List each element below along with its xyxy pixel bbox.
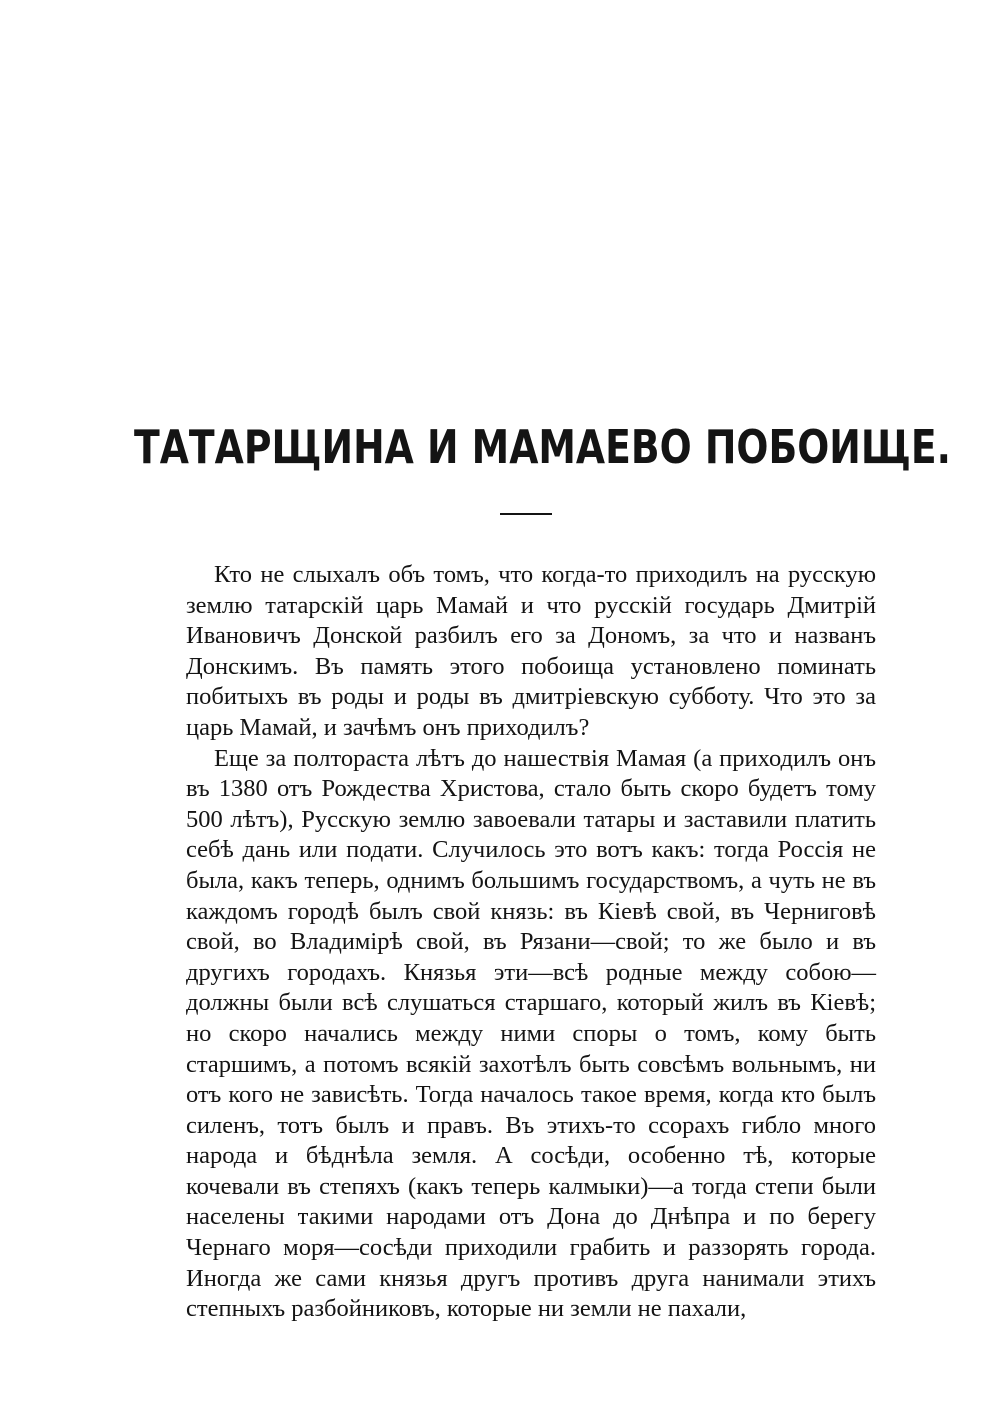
paragraph-1: Кто не слыхалъ объ томъ, что когда-то приходилъ на русскую землю татарскій царь Мамай и что русскій государь Дмитрій Ивановичъ Донской разбилъ его за Дономъ, за что и названъ Донскимъ. Въ память этого побоища установлено поминать побитыхъ въ роды и роды въ дмитріевскую субботу. Что это за царь Мамай, и зачѣмъ онъ приходилъ? xyxy=(186,561,876,741)
title-divider xyxy=(500,513,552,515)
paragraph-2: Еще за полтораста лѣтъ до нашествія Мамая (а приходилъ онъ въ 1380 отъ Рождества Христова, стало быть скоро будетъ тому 500 лѣтъ), Русскую землю завоевали татары и заставили платить себѣ дань или подати. Случилось это вотъ какъ: тогда Россія не была, какъ теперь, однимъ большимъ государствомъ, а чуть не въ каждомъ городѣ былъ свой князь: въ Кіевѣ свой, въ Черниговѣ свой, во Владимірѣ свой, въ Рязани—свой; то же было и въ другихъ городахъ. Князья эти—всѣ родные между собою—должны были всѣ слушаться старшаго, который жилъ въ Кіевѣ; но скоро начались между ними споры о томъ, кому быть старшимъ, а потомъ всякій захотѣлъ быть совсѣмъ вольнымъ, ни отъ кого не зависѣть. Тогда началось такое время, когда кто былъ силенъ, тотъ былъ и правъ. Въ этихъ-то ссорахъ гибло много народа и бѣднѣла земля. А сосѣди, особенно тѣ, которые кочевали въ степяхъ (какъ теперь калмыки)—а тогда степи были населены такими народами отъ Дона до Днѣпра и по берегу Чернаго моря—сосѣди приходили грабить и раззорять города. Иногда же сами князья другъ противъ друга нанимали этихъ степныхъ разбойниковъ, которые ни земли не пахали, xyxy=(186,744,876,1323)
chapter-title: ТАТАРЩИНА И МАМАЕВО ПОБОИЩЕ. xyxy=(134,420,951,474)
body-text xyxy=(186,560,876,1325)
